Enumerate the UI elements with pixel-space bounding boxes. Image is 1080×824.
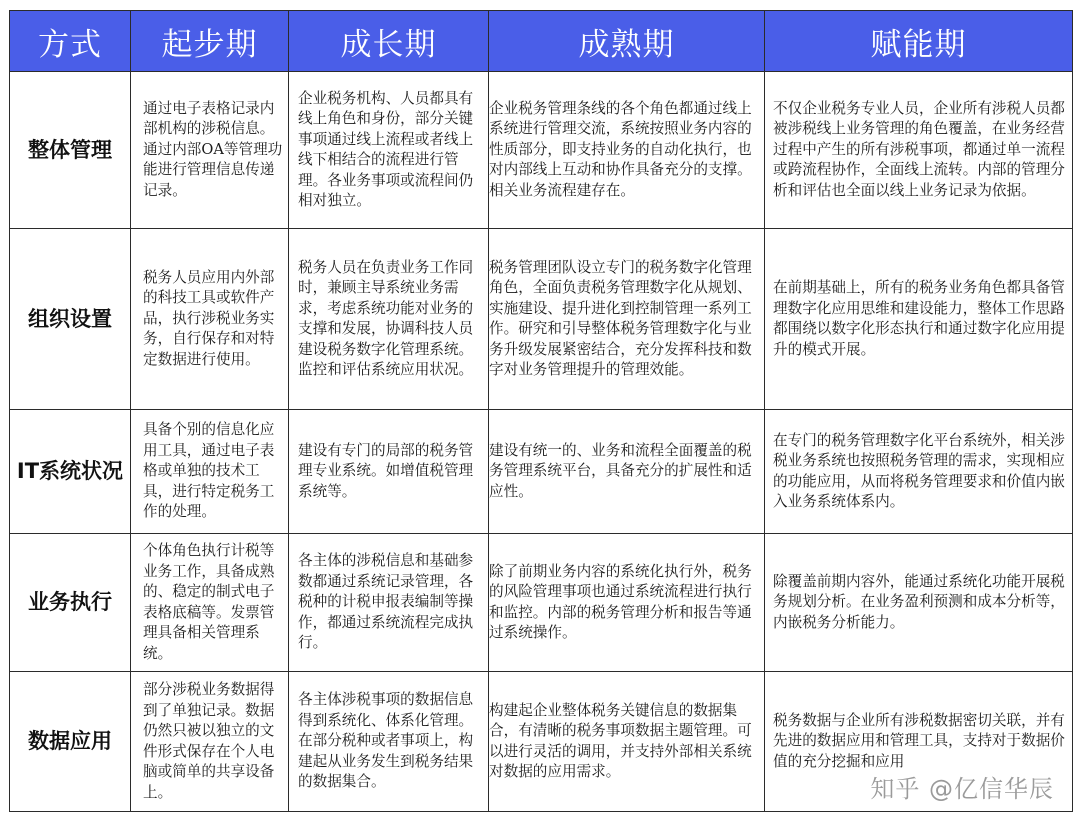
table-row	[10, 229, 1073, 410]
table-row	[10, 672, 1073, 812]
header-method: 方式	[10, 11, 131, 72]
row-label-overall-management: 整体管理	[10, 72, 131, 229]
row-label-it-system-status: IT系统状况	[10, 410, 131, 534]
header-empowerment-stage: 赋能期	[765, 11, 1073, 72]
comparison-table-wrapper	[9, 10, 1072, 810]
table-cell: 个体角色执行计税等业务工作，具备成熟的、稳定的制式电子表格底稿等。发票管理具备相关管理系统。	[131, 534, 289, 672]
header-initial-stage: 起步期	[131, 11, 289, 72]
zhihu-watermark: 知乎 @亿信华辰	[870, 775, 1054, 803]
table-cell: 除覆盖前期内容外，能通过系统化功能开展税务规划分析。在业务盈利预测和成本分析等，内嵌税务分析能力。	[765, 534, 1073, 672]
table-cell: 在前期基础上，所有的税务业务角色都具备管理数字化应用思维和建设能力，整体工作思路都围绕以数字化形态执行和通过数字化应用提升的模式开展。	[765, 229, 1073, 410]
table-cell: 企业税务机构、人员都具有线上角色和身份，部分关键事项通过线上流程或者线上线下相结合的流程进行管理。各业务事项或流程间仍相对独立。	[289, 72, 489, 229]
table-cell: 税务人员应用内外部的科技工具或软件产品，执行涉税业务实务，自行保存和对特定数据进行使用。	[131, 229, 289, 410]
table-cell: 具备个别的信息化应用工具，通过电子表格或单独的技术工具，进行特定税务工作的处理。	[131, 410, 289, 534]
table-cell: 各主体涉税事项的数据信息得到系统化、体系化管理。在部分税种或者事项上，构建起从业务发生到税务结果的数据集合。	[289, 672, 489, 812]
table-cell: 企业税务管理条线的各个角色都通过线上系统进行管理交流，系统按照业务内容的性质部分，即支持业务的自动化执行，也对内部线上互动和协作具备充分的支撑。相关业务流程建存在。	[489, 72, 765, 229]
row-label-business-execution: 业务执行	[10, 534, 131, 672]
table-cell: 税务人员在负责业务工作同时，兼顾主导系统业务需求，考虑系统功能对业务的支撑和发展，协调科技人员建设税务数字化管理系统。监控和评估系统应用状况。	[289, 229, 489, 410]
header-row	[10, 11, 1073, 72]
table-cell: 税务数据与企业所有涉税数据密切关联，并有先进的数据应用和管理工具，支持对于数据价值的充分挖掘和应用	[765, 672, 1073, 812]
table-row	[10, 72, 1073, 229]
row-label-data-application: 数据应用	[10, 672, 131, 812]
table-cell: 各主体的涉税信息和基础参数都通过系统记录管理，各税种的计税申报表编制等操作，都通过系统流程完成执行。	[289, 534, 489, 672]
table-cell: 建设有专门的局部的税务管理专业系统。如增值税管理系统等。	[289, 410, 489, 534]
table-cell: 通过电子表格记录内部机构的涉税信息。通过内部OA等管理功能进行管理信息传递记录。	[131, 72, 289, 229]
header-growth-stage: 成长期	[289, 11, 489, 72]
table-cell: 建设有统一的、业务和流程全面覆盖的税务管理系统平台，具备充分的扩展性和适应性。	[489, 410, 765, 534]
table-cell: 构建起企业整体税务关键信息的数据集合，有清晰的税务事项数据主题管理。可以进行灵活的调用，并支持外部相关系统对数据的应用需求。	[489, 672, 765, 812]
table-cell: 部分涉税业务数据得到了单独记录。数据仍然只被以独立的文件形式保存在个人电脑或简单的共享设备上。	[131, 672, 289, 812]
row-label-organization-setup: 组织设置	[10, 229, 131, 410]
table-cell: 税务管理团队设立专门的税务数字化管理角色，全面负责税务管理数字化从规划、实施建设、提升进化到控制管理一系列工作。研究和引导整体税务管理数字化与业务升级发展紧密结合，充分发挥科技和数字对业务管理提升的管理效能。	[489, 229, 765, 410]
table-row	[10, 410, 1073, 534]
table-cell: 除了前期业务内容的系统化执行外，税务的风险管理事项也通过系统流程进行执行和监控。内部的税务管理分析和报告等通过系统操作。	[489, 534, 765, 672]
header-mature-stage: 成熟期	[489, 11, 765, 72]
table-cell: 不仅企业税务专业人员，企业所有涉税人员都被涉税线上业务管理的角色覆盖，在业务经营过程中产生的所有涉税事项，都通过单一流程或跨流程协作，全面线上流转。内部的管理分析和评估也全面以线上业务记录为依据。	[765, 72, 1073, 229]
table-cell: 在专门的税务管理数字化平台系统外，相关涉税业务系统也按照税务管理的需求，实现相应的功能应用，从而将税务管理要求和价值内嵌入业务系统体系内。	[765, 410, 1073, 534]
tax-digitalization-maturity-table	[9, 10, 1073, 812]
table-row	[10, 534, 1073, 672]
